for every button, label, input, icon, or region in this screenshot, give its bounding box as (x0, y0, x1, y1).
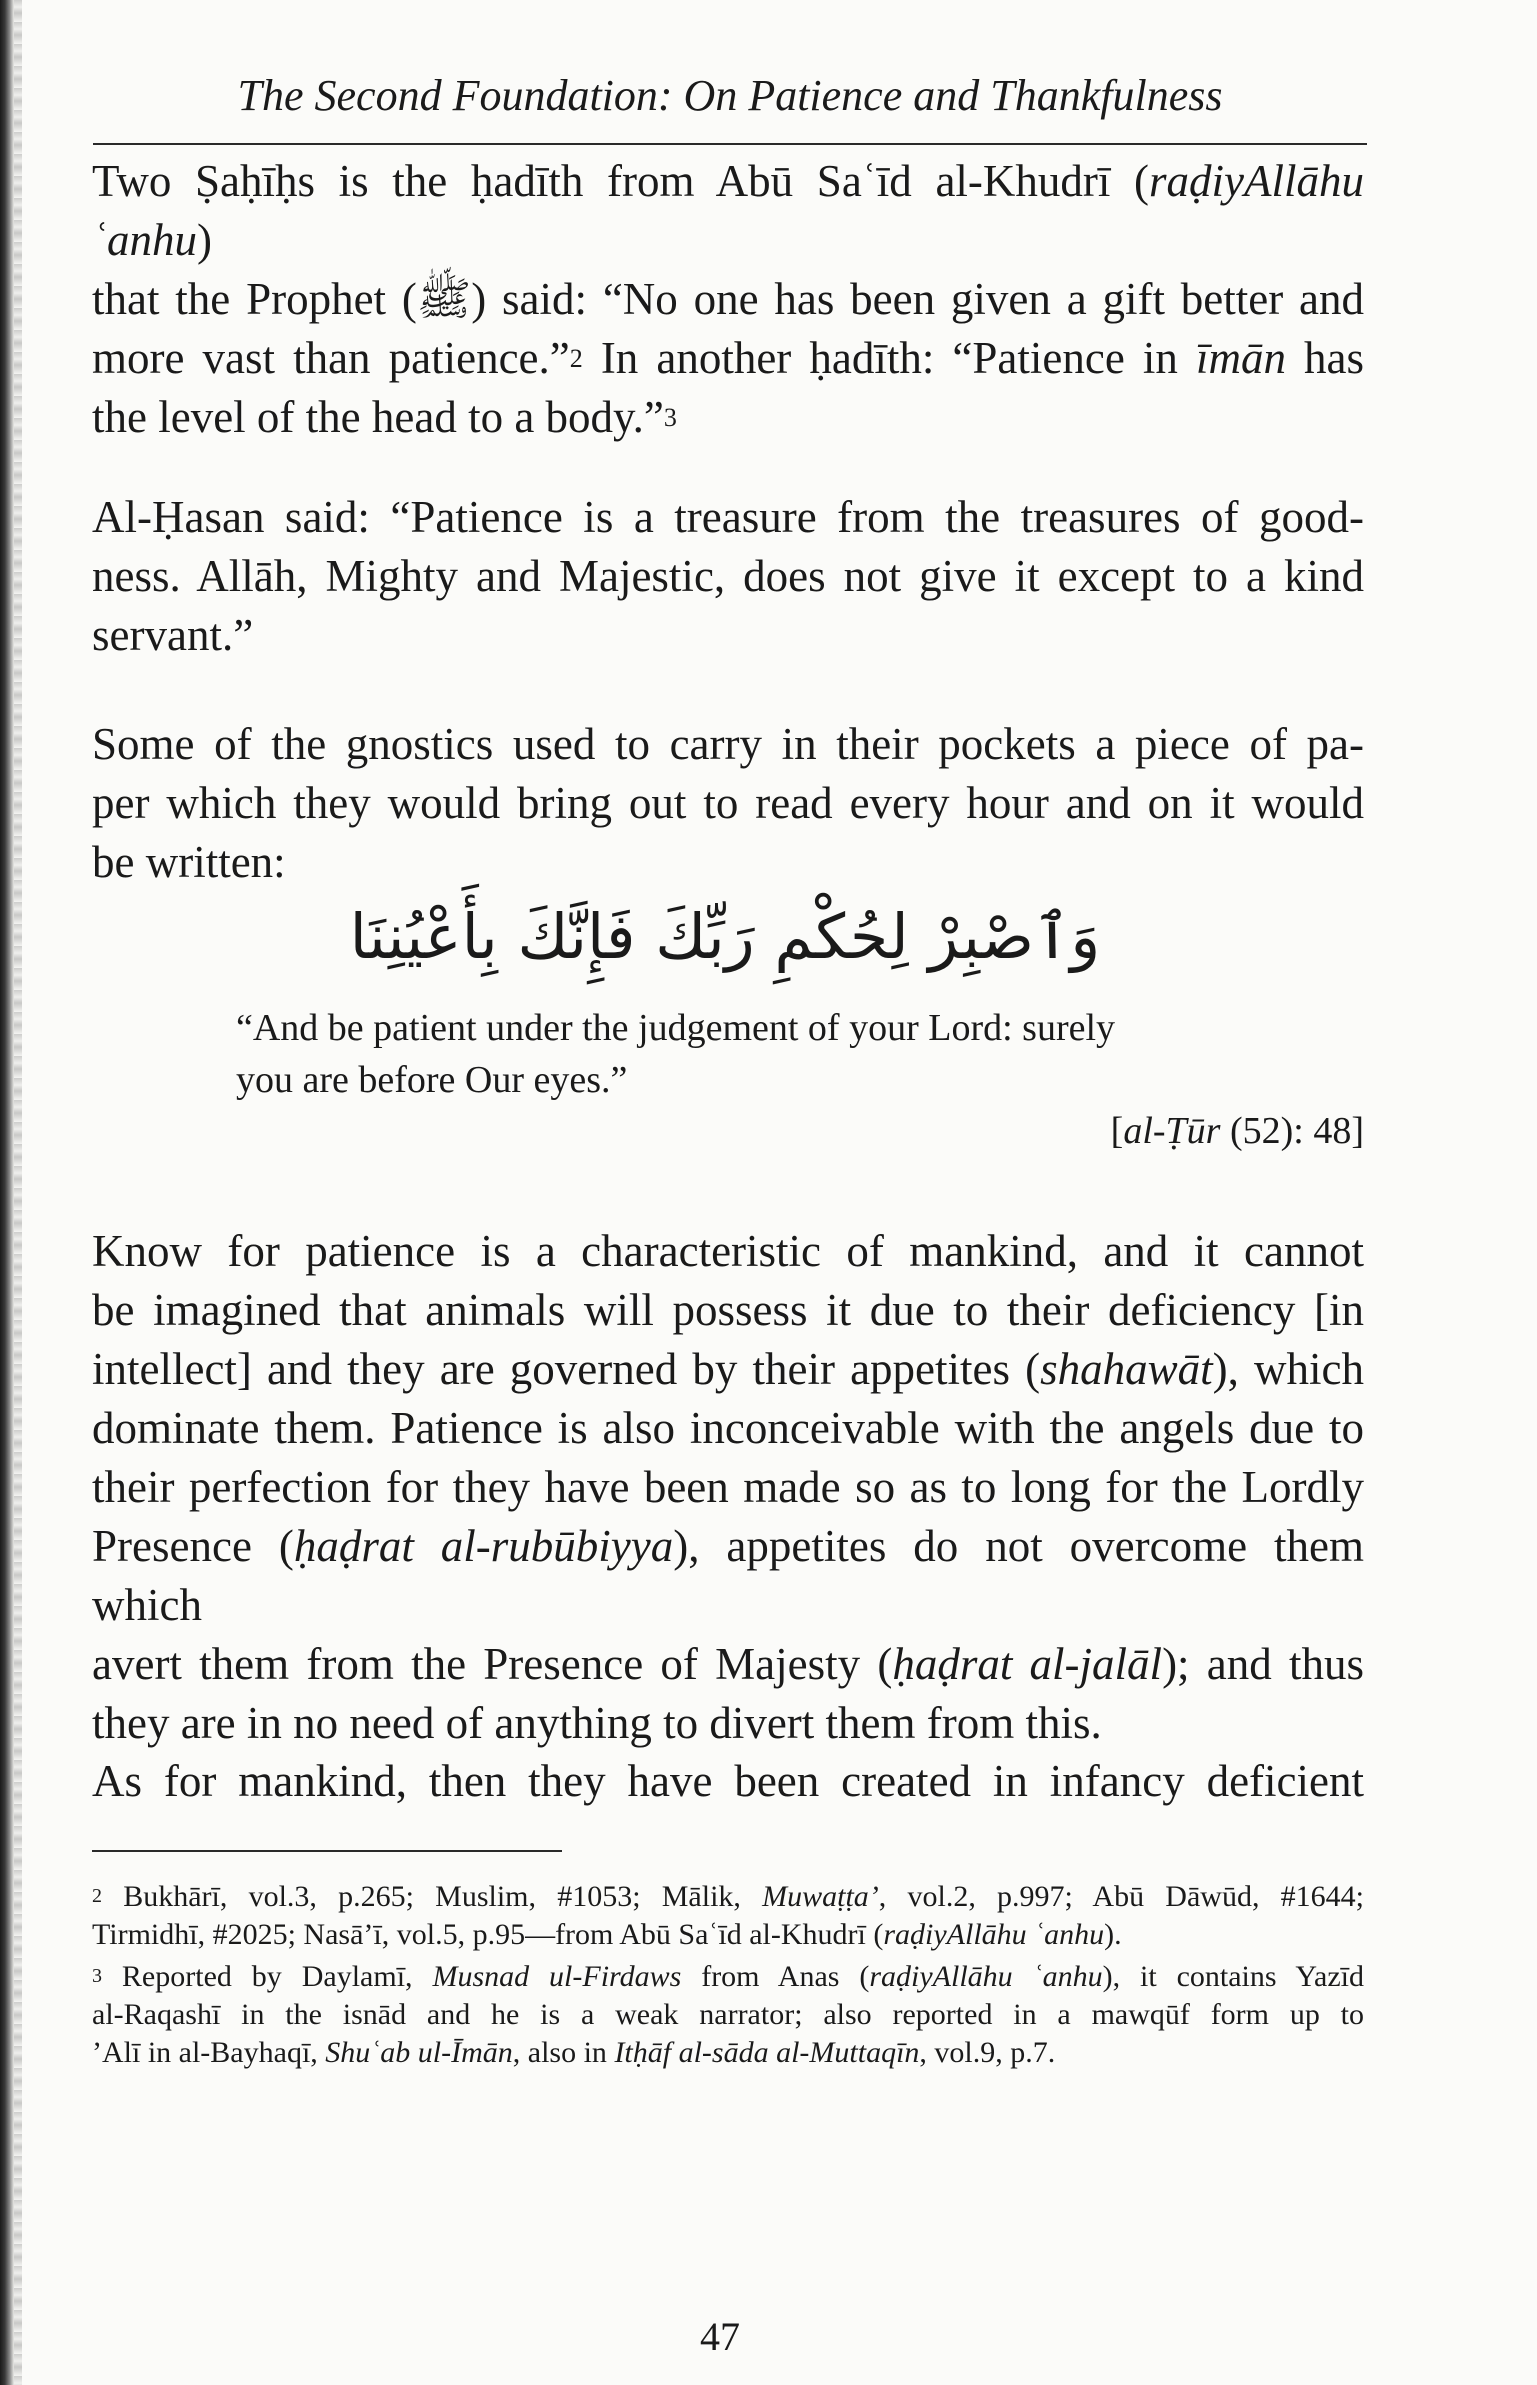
text-line: that the Prophet (ﷺ) said: “No one has been given a gift better and (92, 274, 1364, 324)
quran-reference: [al-Ṭūr (52): 48] (1110, 1110, 1364, 1152)
paragraph-patience-mankind (92, 1222, 1364, 1753)
text-line: Some of the gnostics used to carry in their pockets a piece of pa- (92, 719, 1364, 769)
quran-translation (236, 1002, 1266, 1106)
footnote-ref-3: 3 (663, 403, 677, 432)
running-head: The Second Foundation: On Patience and Thankfulness (237, 71, 1223, 120)
text-line: Presence (ḥaḍrat al-rubūbiyya), appetites do not overcome them which (92, 1521, 1364, 1630)
text-line: Two Ṣaḥīḥs is the ḥadīth from Abū Saʿīd al-Khudrī (raḍiyAllāhu ʿanhu) (92, 156, 1364, 265)
book-spine-shadow (0, 0, 14, 2385)
text-line: servant.” (92, 610, 254, 660)
footnote-rule (92, 1850, 562, 1852)
text-line: intellect] and they are governed by their appetites (shahawāt), which (92, 1344, 1364, 1394)
text-line: more vast than patience.”$^2$ In another ḥadīth: “Patience in īmān has (92, 333, 1364, 383)
text-line: ’Alī in al-Bayhaqī, Shuʿab ul-Īmān, also in Itḥāf al-sāda al-Muttaqīn, vol.9, p.7. (92, 2036, 1056, 2069)
paragraph-hadith-patience (92, 152, 1364, 447)
page-number: 47 (700, 2314, 740, 2359)
footnote-2 (92, 1878, 1364, 1954)
text-line: be written: (92, 837, 286, 887)
header-rule (93, 143, 1367, 145)
footnote-ref-2: 2 (569, 344, 583, 373)
text-line: Know for patience is a characteristic of mankind, and it cannot (92, 1226, 1364, 1276)
footnote-number: 2 (92, 1885, 102, 1907)
footnote-number: 3 (92, 1965, 102, 1987)
book-spine-edge (14, 0, 22, 2385)
text-line: you are before Our eyes.” (236, 1059, 628, 1101)
text-line: $^3$ Reported by Daylamī, Musnad ul-Firdaws from Anas (raḍiyAllāhu ʿanhu), it contains Yazīd (92, 1960, 1365, 1993)
text-line: their perfection for they have been made so as to long for the Lordly (92, 1462, 1364, 1512)
paragraph-mankind-infancy (92, 1752, 1364, 1811)
text-line: As for mankind, then they have been created in infancy deficient (92, 1756, 1364, 1806)
quran-verse-arabic: وَٱصْبِرْ لِحُكْمِ رَبِّكَ فَإِنَّكَ بِأَعْيُنِنَا (349, 900, 1101, 973)
text-line: they are in no need of anything to divert them from this. (92, 1698, 1102, 1748)
text-line: the level of the head to a body.”$^3$ (92, 392, 677, 442)
paragraph-al-hasan (92, 488, 1364, 665)
paragraph-gnostics (92, 715, 1364, 892)
text-line: “And be patient under the judgement of your Lord: surely (236, 1007, 1116, 1049)
text-line: $^2$ Bukhārī, vol.3, p.265; Muslim, #1053; Mālik, Muwaṭṭa’, vol.2, p.997; Abū Dāwūd, #1644; (92, 1880, 1364, 1913)
text-line: per which they would bring out to read every hour and on it would (92, 778, 1364, 828)
text-line: Al-Ḥasan said: “Patience is a treasure from the treasures of good- (92, 492, 1364, 542)
text-line: dominate them. Patience is also inconceivable with the angels due to (92, 1403, 1364, 1453)
text-line: ness. Allāh, Mighty and Majestic, does not give it except to a kind (92, 551, 1364, 601)
text-line: be imagined that animals will possess it due to their deficiency [in (92, 1285, 1364, 1335)
footnote-3 (92, 1958, 1364, 2072)
text-line: avert them from the Presence of Majesty (ḥaḍrat al-jalāl); and thus (92, 1639, 1364, 1689)
text-line: al-Raqashī in the isnād and he is a weak narrator; also reported in a mawqūf form up to (92, 1998, 1364, 2031)
text-line: Tirmidhī, #2025; Nasā’ī, vol.5, p.95—from Abū Saʿīd al-Khudrī (raḍiyAllāhu ʿanhu). (92, 1918, 1122, 1951)
